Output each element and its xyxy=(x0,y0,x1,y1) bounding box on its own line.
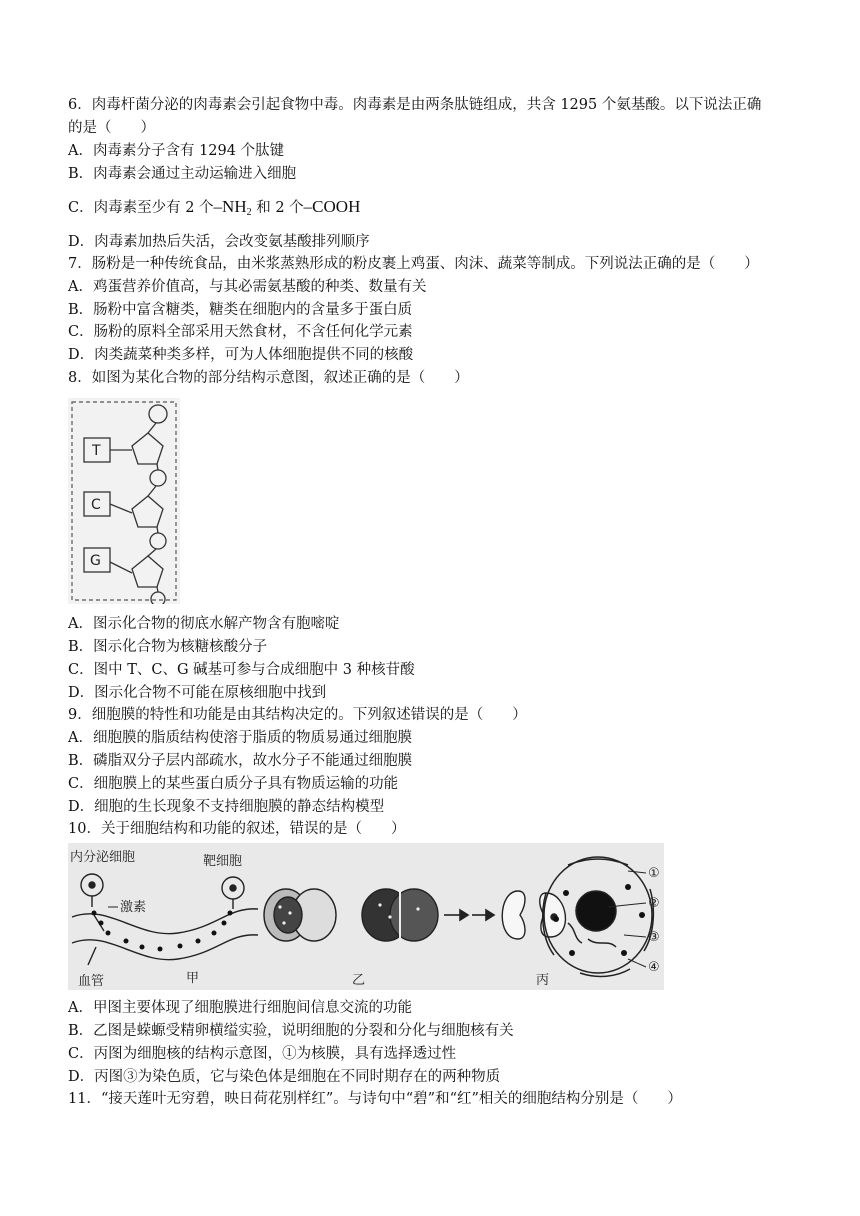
q8-stem: 8．如图为某化合物的部分结构示意图，叙述正确的是（ ） xyxy=(68,370,469,386)
q6-option-c xyxy=(68,198,360,222)
q6-option-c-text: C．肉毒素至少有 2 个 xyxy=(68,200,214,216)
q6-option-d: D．肉毒素加热后失活，会改变氨基酸排列顺序 xyxy=(68,234,370,250)
q9-option-b: B．磷脂双分子层内部疏水，故水分子不能通过细胞膜 xyxy=(68,753,413,769)
base-c-label: C xyxy=(91,497,101,513)
q7-option-c: C．肠粉的原料全部采用天然食材，不含任何化学元素 xyxy=(68,324,413,340)
q11-stem: 11．“接天莲叶无穷碧，映日荷花别样红”。与诗句中“碧”和“红”相关的细胞结构分别是（ ） xyxy=(68,1091,682,1107)
q10-option-a: A．甲图主要体现了细胞膜进行细胞间信息交流的功能 xyxy=(68,1000,412,1016)
q6-option-a: A．肉毒素分子含有 1294 个肽键 xyxy=(68,143,285,159)
base-g-label: G xyxy=(90,553,101,569)
panel-yi-label: 乙 xyxy=(352,973,366,988)
panel-bing-label: 丙 xyxy=(536,973,550,988)
q8-option-d: D．图示化合物不可能在原核细胞中找到 xyxy=(68,685,327,701)
marker-3: ③ xyxy=(648,930,660,945)
endocrine-cell-label: 内分泌细胞 xyxy=(70,850,136,865)
q8-option-c: C．图中 T、C、G 碱基可参与合成细胞中 3 种核苷酸 xyxy=(68,662,415,678)
q10-option-c: C．丙图为细胞核的结构示意图，①为核膜，具有选择透过性 xyxy=(68,1046,457,1062)
base-t-label: T xyxy=(92,443,101,459)
q7-option-d: D．肉类蔬菜种类多样，可为人体细胞提供不同的核酸 xyxy=(68,347,414,363)
q9-stem: 9．细胞膜的特性和功能是由其结构决定的。下列叙述错误的是（ ） xyxy=(68,707,527,723)
nucleotide-chain-figure xyxy=(68,398,180,604)
q8-option-a: A．图示化合物的彻底水解产物含有胞嘧啶 xyxy=(68,616,340,632)
q6-option-c-mid: 和 2 个 xyxy=(251,200,304,216)
cooh-formula: –COOH xyxy=(303,197,361,216)
q8-option-b: B．图示化合物为核糖核酸分子 xyxy=(68,639,268,655)
q6-option-b: B．肉毒素会通过主动运输进入细胞 xyxy=(68,166,297,182)
q10-option-b: B．乙图是蝾螈受精卵横缢实验，说明细胞的分裂和分化与细胞核有关 xyxy=(68,1023,514,1039)
q10-option-d: D．丙图③为染色质，它与染色体是细胞在不同时期存在的两种物质 xyxy=(68,1069,501,1085)
q7-option-b: B．肠粉中富含糖类，糖类在细胞内的含量多于蛋白质 xyxy=(68,302,413,318)
q6-stem-line2: 的是（ ） xyxy=(68,120,155,136)
q9-option-d: D．细胞的生长现象不支持细胞膜的静态结构模型 xyxy=(68,799,385,815)
marker-2: ② xyxy=(648,896,660,911)
panel-jia-label: 甲 xyxy=(186,971,200,986)
q9-option-c: C．细胞膜上的某些蛋白质分子具有物质运输的功能 xyxy=(68,776,399,792)
marker-4: ④ xyxy=(648,960,660,975)
q7-option-a: A．鸡蛋营养价值高，与其必需氨基酸的种类、数量有关 xyxy=(68,279,427,295)
q7-stem: 7．肠粉是一种传统食品，由米浆蒸熟形成的粉皮裹上鸡蛋、肉沫、蔬菜等制成。下列说法正确的是（ ） xyxy=(68,256,759,272)
q9-option-a: A．细胞膜的脂质结构使溶于脂质的物质易通过细胞膜 xyxy=(68,730,412,746)
marker-1: ① xyxy=(648,866,660,881)
q6-stem-line1: 6．肉毒杆菌分泌的肉毒素会引起食物中毒。肉毒素是由两条肽链组成，共含 1295 个氨基酸。以下说法正确 xyxy=(68,97,762,113)
q10-stem: 10．关于细胞结构和功能的叙述，错误的是（ ） xyxy=(68,821,406,837)
target-cell-label: 靶细胞 xyxy=(203,854,243,869)
nh2-formula: $-NH_2$ xyxy=(213,197,252,218)
hormone-label: 激素 xyxy=(120,900,147,915)
blood-vessel-label: 血管 xyxy=(78,974,105,989)
cell-structure-figure xyxy=(68,843,664,990)
